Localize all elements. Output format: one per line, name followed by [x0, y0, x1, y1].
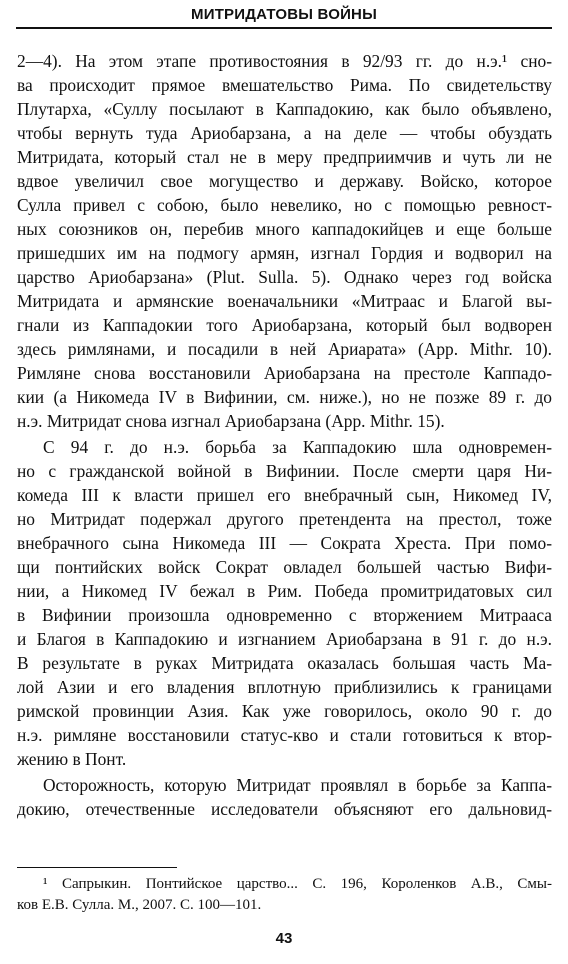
text-line: Митридата и армянские военачальники «Митраас и Благой вы-: [17, 291, 552, 311]
running-header: МИТРИДАТОВЫ ВОЙНЫ: [191, 6, 377, 23]
text-line: ных союзников он, перебив много каппадокийцев и еще больше: [17, 219, 552, 239]
footnote-rule: [17, 867, 177, 868]
footnote-line: ков Е.В. Сулла. М., 2007. С. 100—101.: [17, 897, 262, 913]
text-line: н.э. римляне восстановили статус-кво и стали готовиться к втор-: [17, 725, 552, 745]
text-line: и Благоя в Каппадокию и изгнанием Ариобарзана в 91 г. до н.э.: [17, 629, 552, 649]
page-number: 43: [275, 930, 293, 947]
text-line: здесь римлянами, и посадили в ней Ариарата» (App. Mithr. 10).: [17, 339, 552, 359]
text-line: В результате в руках Митридата оказалась большая часть Ма-: [17, 653, 552, 673]
text-line: но с гражданской войной в Вифинии. После смерти царя Ни-: [17, 461, 552, 481]
text-line: Осторожность, которую Митридат проявлял в борьбе за Каппа-: [43, 775, 552, 795]
text-line: Сулла привел с собою, было невелико, но с помощью ревност-: [17, 195, 552, 215]
text-line: комеда III к власти пришел его внебрачный сын, Никомед IV,: [17, 485, 552, 505]
text-line: н.э. Митридат снова изгнал Ариобарзана (App. Mithr. 15).: [17, 411, 445, 431]
footnote-line: ¹ Сапрыкин. Понтийское царство... С. 196, Короленков А.В., Смы-: [43, 876, 552, 892]
text-line: пришедших им на подмогу армян, изгнал Гордия и водворил на: [17, 243, 552, 263]
footnote: [17, 874, 552, 916]
text-line: Плутарха, «Суллу посылают в Каппадокию, как было объявлено,: [17, 99, 552, 119]
text-line: докию, отечественные исследователи объясняют его дальновид-: [17, 799, 552, 819]
text-line: Митридата, который стал не в меру предприимчив и чуть ли не: [17, 147, 552, 167]
header-rule: [16, 27, 552, 29]
text-line: С 94 г. до н.э. борьба за Каппадокию шла одновремен-: [43, 437, 552, 457]
main-text: [17, 49, 552, 821]
text-line: нии, а Никомед IV бежал в Рим. Победа промитридатовых сил: [17, 581, 552, 601]
text-line: Римляне снова восстановили Ариобарзана на престоле Каппадо-: [17, 363, 552, 383]
text-line: кии (а Никомеда IV в Вифинии, см. ниже.), но не позже 89 г. до: [17, 387, 552, 407]
text-line: римской провинции Азия. Как уже говорилось, около 90 г. до: [17, 701, 552, 721]
text-line: 2—4). На этом этапе противостояния в 92/93 гг. до н.э.¹ сно-: [17, 51, 552, 71]
text-line: в Вифинии произошла одновременно с вторжением Митрааса: [17, 605, 552, 625]
text-line: но Митридат подержал другого претендента на престол, тоже: [17, 509, 552, 529]
text-line: щи понтийских войск Сократ овладел большей частью Вифи-: [17, 557, 552, 577]
text-line: вдвое увеличил свое могущество и державу. Войско, которое: [17, 171, 552, 191]
text-line: царство Ариобарзана» (Plut. Sulla. 5). Однако через год войска: [17, 267, 552, 287]
text-line: лой Азии и его владения вплотную приблизились к границами: [17, 677, 552, 697]
text-line: жению в Понт.: [17, 749, 127, 769]
text-line: внебрачного сына Никомеда III — Сократа Хреста. При помо-: [17, 533, 552, 553]
text-line: чтобы вернуть туда Ариобарзана, а на деле — чтобы обуздать: [17, 123, 552, 143]
text-line: гнали из Каппадокии того Ариобарзана, который был водворен: [17, 315, 552, 335]
text-line: ва происходит прямое вмешательство Рима. По свидетельству: [17, 75, 552, 95]
